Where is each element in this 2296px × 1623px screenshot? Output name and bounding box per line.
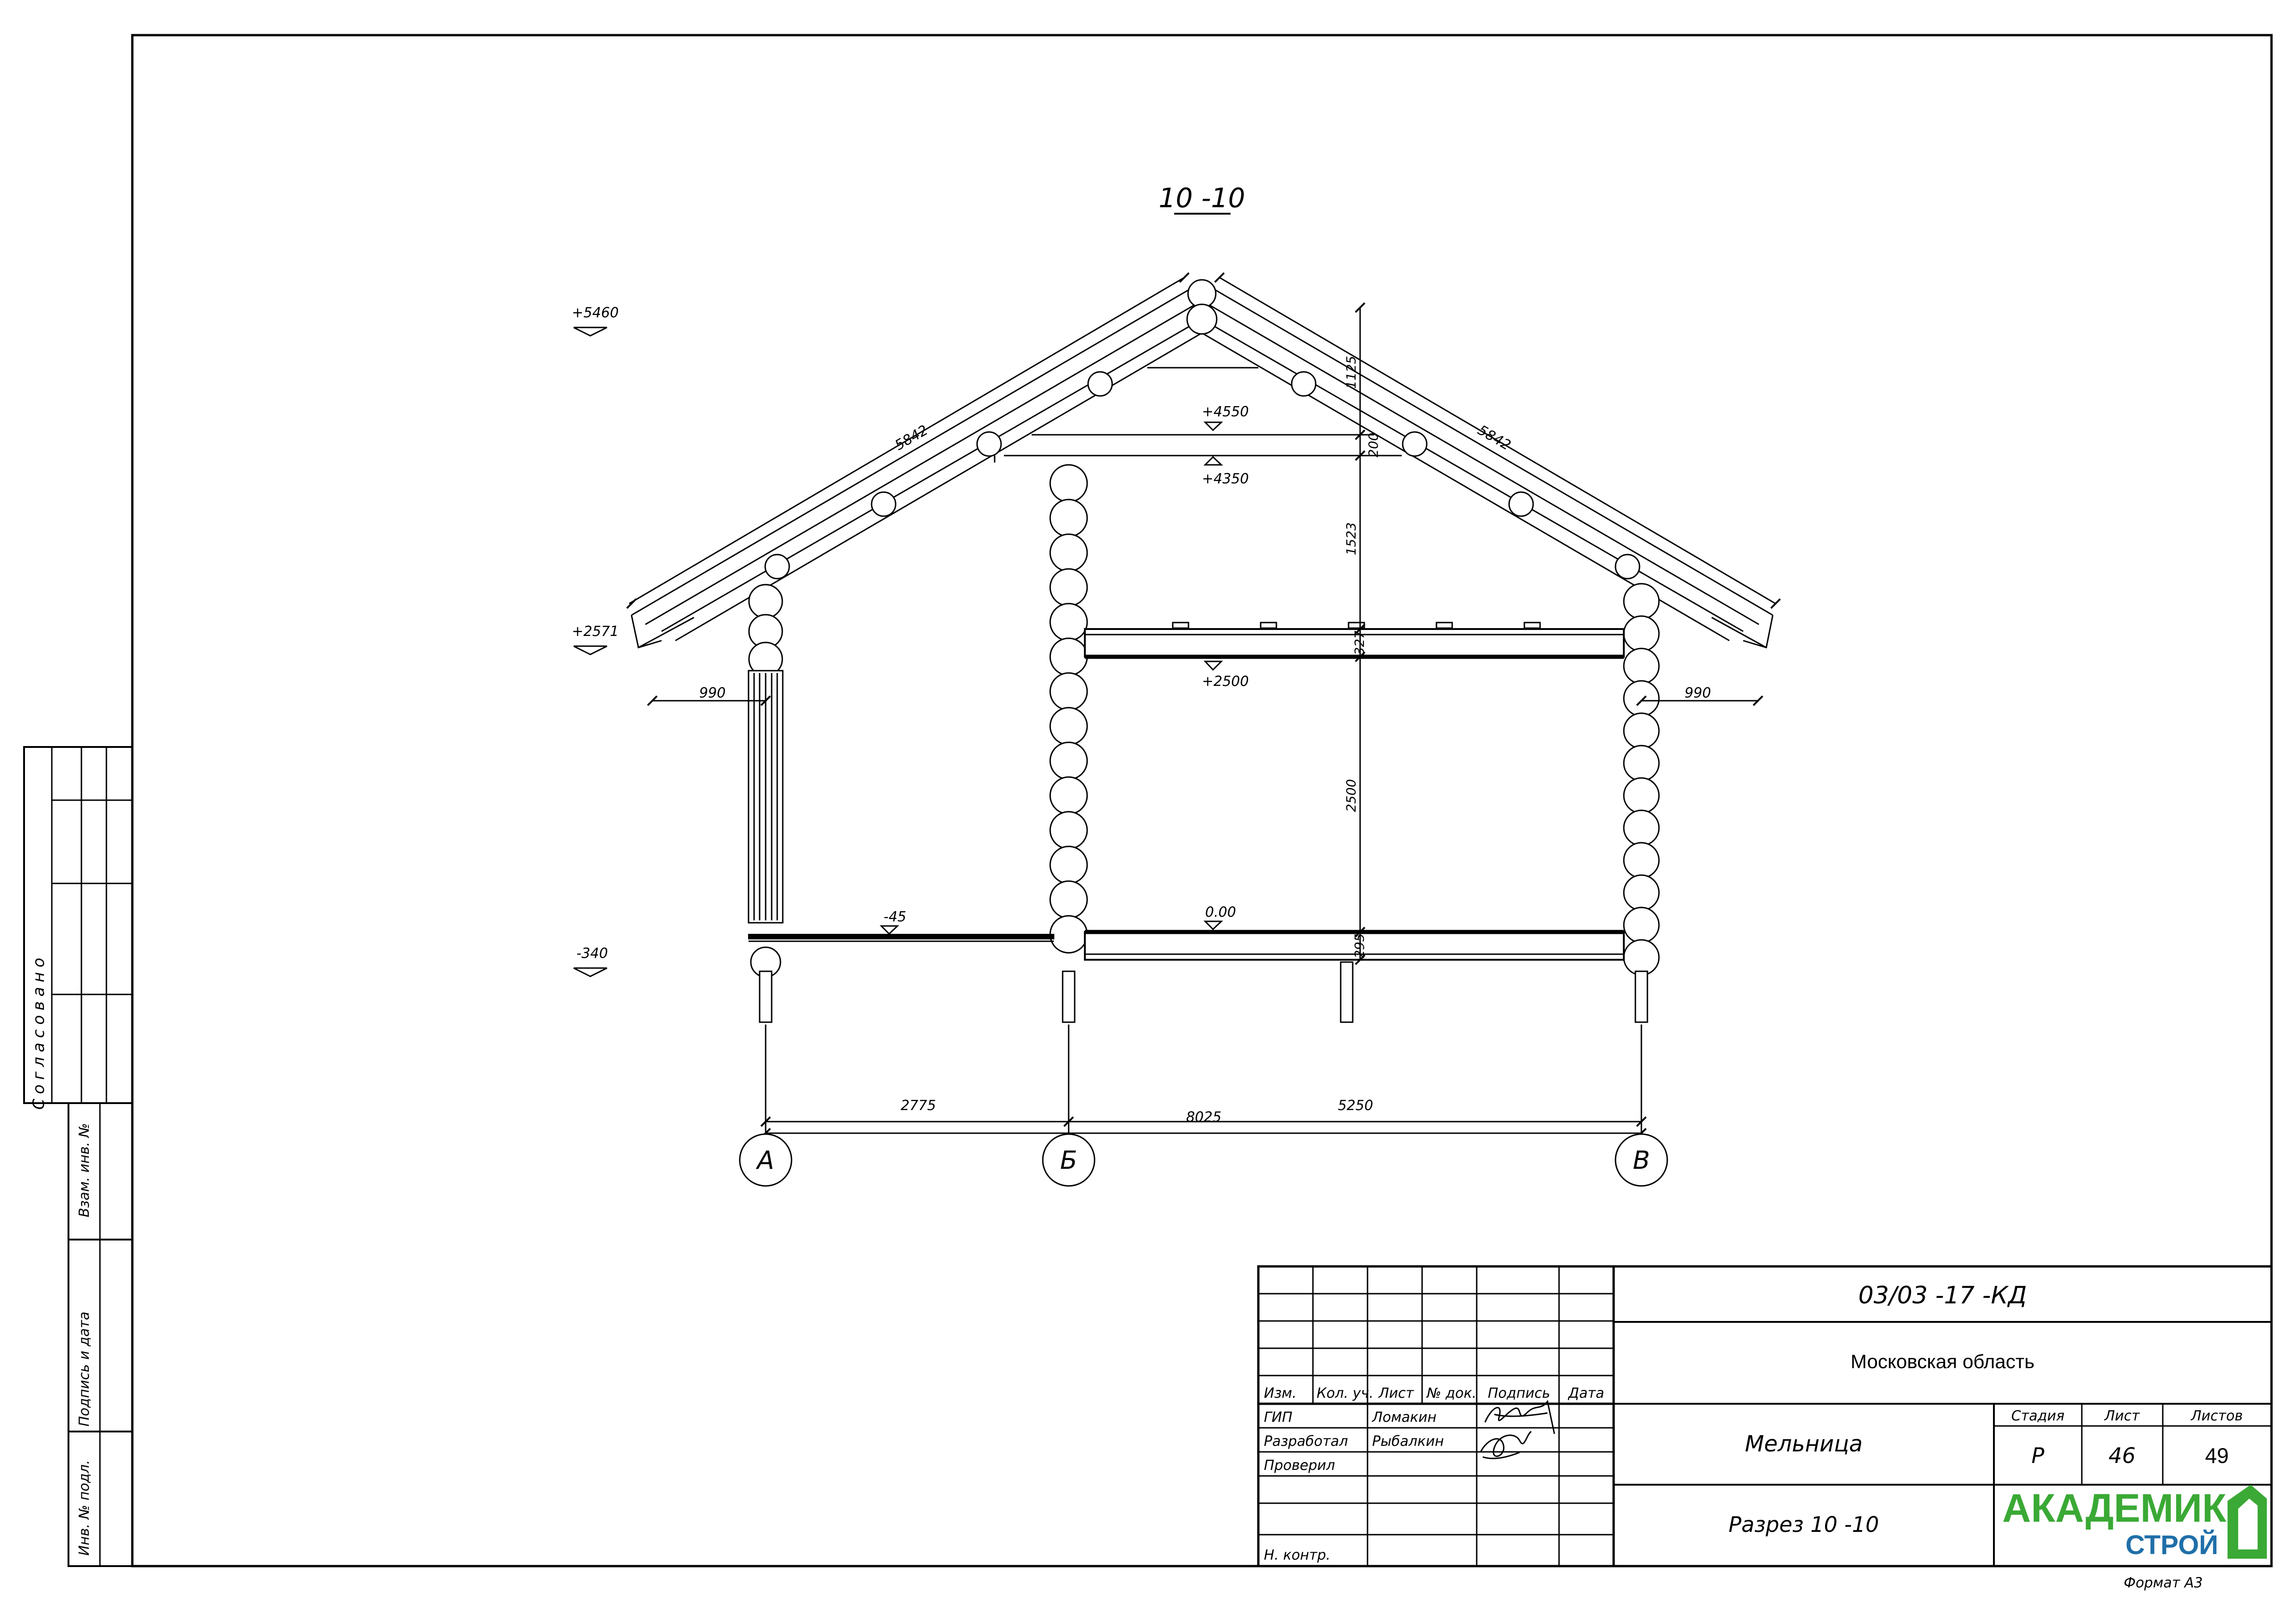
tb-header-list: Лист xyxy=(1379,1385,1414,1401)
tb-sheet: 46 xyxy=(2108,1443,2136,1468)
tb-header-doc-no: № док. xyxy=(1427,1385,1477,1401)
tb-stage-label: Стадия xyxy=(2011,1408,2065,1424)
level-tie-top: +4550 xyxy=(1202,404,1249,420)
dim-tie-depth: 200 xyxy=(1366,432,1381,457)
axis-b: Б xyxy=(1060,1146,1077,1175)
tb-sheets-label: Листов xyxy=(2191,1408,2243,1424)
tb-sheet-label: Лист xyxy=(2104,1408,2140,1424)
tb-header-podpis: Подпись xyxy=(1488,1385,1550,1401)
tb-region: Московская область xyxy=(1850,1351,2035,1372)
dim-overhang-left: 990 xyxy=(699,685,726,701)
logo-line2: СТРОЙ xyxy=(2125,1530,2218,1560)
signature-developer xyxy=(1480,1432,1531,1458)
wall-v-logs xyxy=(1624,584,1659,975)
axis-a: А xyxy=(757,1146,774,1175)
tb-role-norm-control: Н. контр. xyxy=(1264,1547,1331,1563)
tb-sheets: 49 xyxy=(2205,1444,2229,1468)
sheet-frame xyxy=(24,35,2271,1566)
tb-name-developer: Рыбалкин xyxy=(1372,1433,1444,1450)
dim-overhang-right: 990 xyxy=(1684,685,1711,701)
dim-span-ab: 2775 xyxy=(900,1098,936,1114)
floor-slab xyxy=(749,932,1624,960)
tb-doc-code: 03/03 -17 -КД xyxy=(1858,1282,2027,1309)
dim-span-bv: 5250 xyxy=(1337,1098,1374,1114)
dimension-ticks xyxy=(627,273,1780,1138)
dim-rafter-left: 5842 xyxy=(892,422,931,454)
tb-object: Мельница xyxy=(1745,1431,1863,1457)
level-ceiling: +2500 xyxy=(1202,673,1249,690)
dim-floor-depth: 295 xyxy=(1352,933,1367,958)
signature-gip xyxy=(1485,1401,1554,1434)
axis-markers xyxy=(740,1134,1667,1186)
side-stamp-inv-orig: Инв. № подл. xyxy=(76,1460,93,1556)
tb-sheet-title: Разрез 10 -10 xyxy=(1728,1512,1879,1537)
dim-span-total: 8025 xyxy=(1186,1109,1222,1125)
piles xyxy=(760,962,1647,1022)
dim-room-height: 2500 xyxy=(1343,779,1359,812)
side-stamp-replaced-inv: Взам. инв. № xyxy=(76,1123,93,1217)
side-stamp-agreed: Согласовано xyxy=(30,953,48,1110)
roof xyxy=(631,282,1773,648)
dim-ceiling-depth: 327 xyxy=(1352,630,1367,655)
tb-stage: Р xyxy=(2031,1443,2044,1468)
porch-post xyxy=(749,671,783,923)
level-floor: 0.00 xyxy=(1205,904,1236,920)
tb-header-izm: Изм. xyxy=(1264,1385,1297,1401)
dim-attic-height: 1523 xyxy=(1343,522,1359,555)
purlin-logs xyxy=(765,280,1640,579)
format-label: Формат А3 xyxy=(2123,1575,2203,1591)
company-logo xyxy=(2002,1485,2267,1560)
level-ground: -340 xyxy=(576,945,608,962)
tb-header-kol-uch: Кол. уч. xyxy=(1317,1385,1374,1401)
level-porch: -45 xyxy=(884,909,906,925)
dim-rafter-right: 5842 xyxy=(1474,422,1514,454)
tb-role-developer: Разработал xyxy=(1264,1433,1348,1450)
tb-header-data: Дата xyxy=(1568,1385,1604,1401)
side-stamp-sign-date: Подпись и дата xyxy=(76,1311,93,1427)
section-title: 10 -10 xyxy=(1158,182,1245,214)
tb-role-checker: Проверил xyxy=(1264,1457,1335,1474)
tb-name-gip: Ломакин xyxy=(1372,1409,1437,1426)
dim-ridge-height: 1125 xyxy=(1343,356,1359,389)
level-ridge: +5460 xyxy=(572,305,619,321)
axis-v: В xyxy=(1633,1146,1650,1175)
level-eave: +2571 xyxy=(572,623,619,640)
tb-role-gip: ГИП xyxy=(1264,1409,1293,1426)
level-tie-bottom: +4350 xyxy=(1202,471,1249,487)
logo-house-icon xyxy=(2228,1485,2267,1559)
wall-b-logs xyxy=(1050,465,1087,953)
logo-line1: АКАДЕМИК xyxy=(2002,1486,2227,1530)
